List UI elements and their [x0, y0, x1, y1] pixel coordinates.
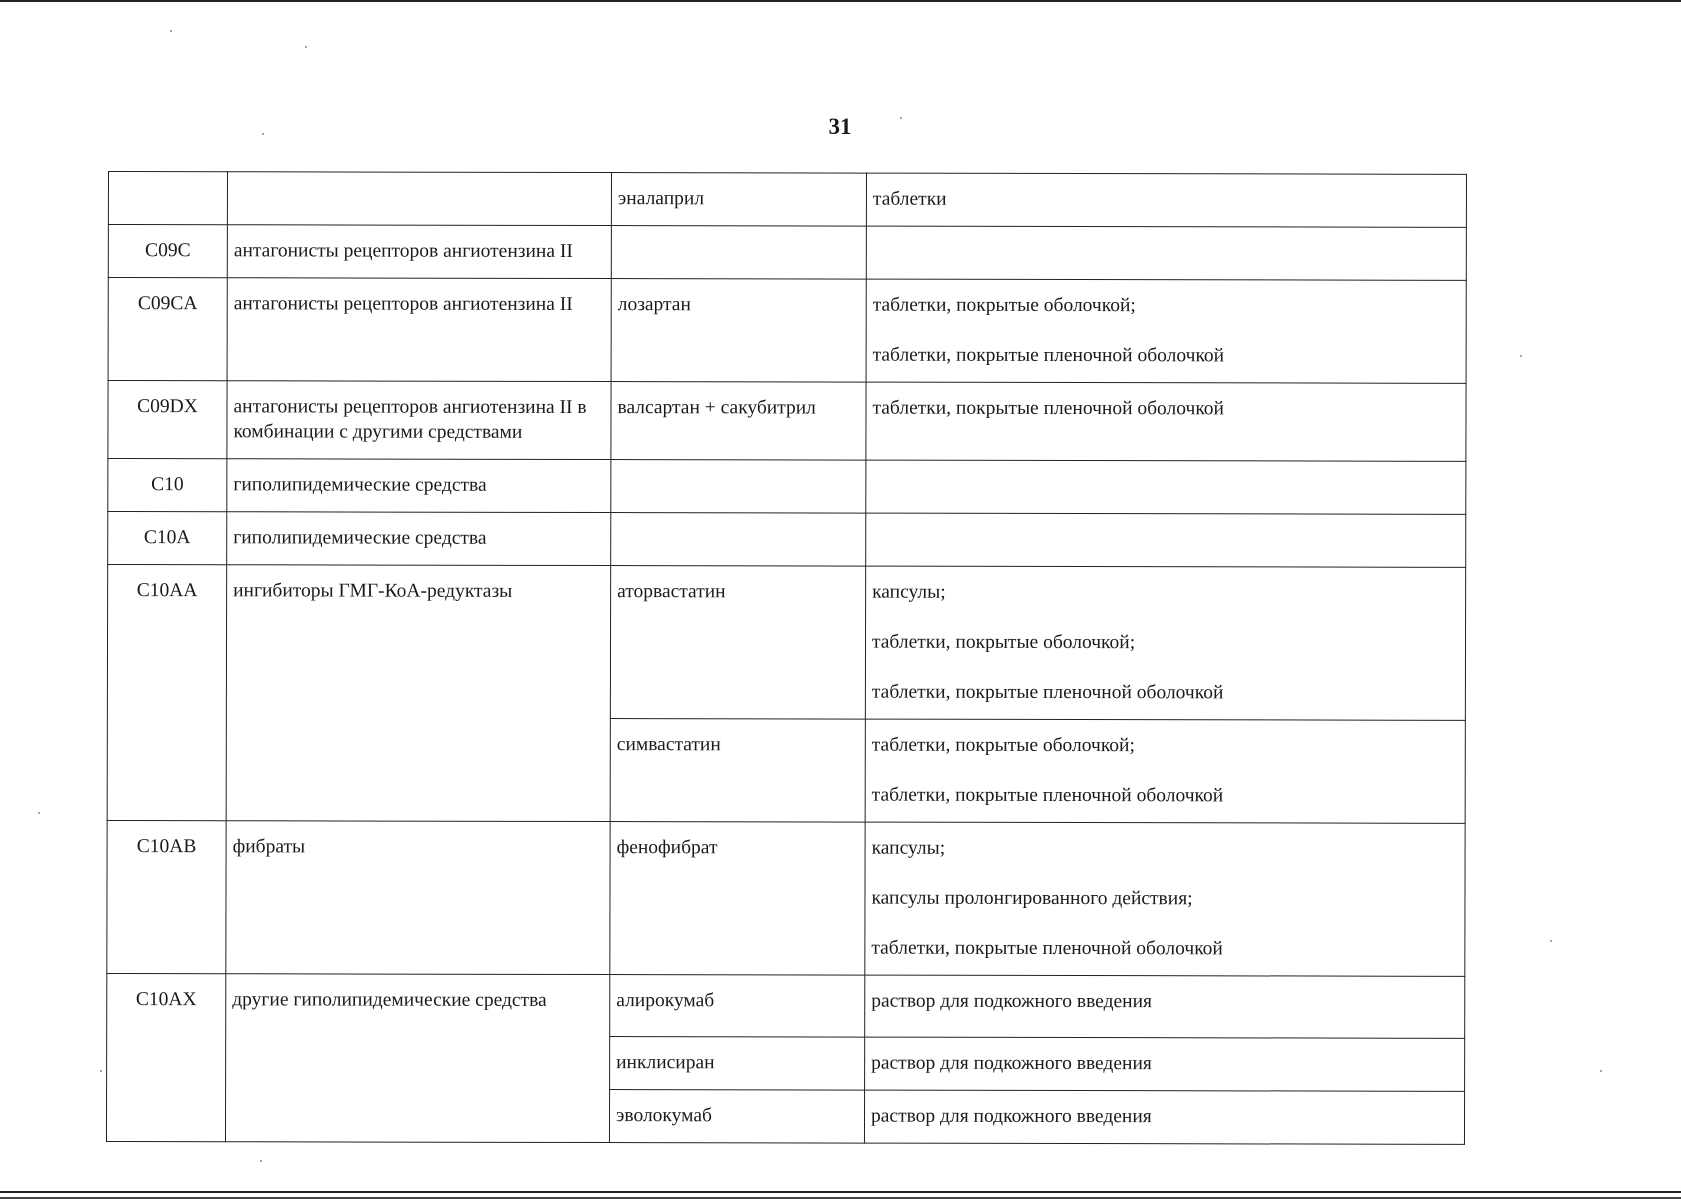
atc-code-cell: C09CA — [108, 278, 227, 381]
atc-code-cell: C10AA — [107, 565, 227, 821]
dosage-form: таблетки, покрытые пленочной оболочкой — [871, 681, 1224, 704]
drug-cell: аторвастатин — [610, 566, 865, 720]
dosage-form: таблетки, покрытые оболочкой; — [872, 294, 1136, 317]
atc-code-cell — [108, 172, 227, 225]
drug-cell: алирокумаб — [610, 975, 865, 1038]
drug-cell: эналаприл — [611, 173, 866, 227]
forms-cell — [865, 822, 1465, 976]
scan-speck — [260, 1160, 262, 1162]
atc-code-cell: C09C — [108, 225, 227, 278]
drug-cell — [611, 226, 866, 280]
forms-cell — [865, 1037, 1465, 1091]
dosage-form: капсулы; — [871, 837, 946, 859]
drug-cell: валсартан + сакубитрил — [611, 382, 866, 461]
forms-cell — [865, 566, 1465, 720]
scan-speck — [1550, 940, 1552, 942]
forms-cell — [865, 719, 1465, 823]
forms-cell — [866, 382, 1466, 461]
scan-speck — [1520, 355, 1522, 357]
scan-edge-bottom — [0, 1197, 1681, 1199]
dosage-form: таблетки, покрытые пленочной оболочкой — [872, 344, 1225, 367]
drug-cell — [611, 460, 866, 514]
forms-cell — [865, 975, 1465, 1038]
scan-speck — [170, 30, 172, 32]
scan-speck — [305, 46, 307, 48]
table-row — [107, 820, 1465, 976]
scan-speck — [38, 812, 40, 814]
dosage-form: таблетки, покрытые оболочкой; — [871, 734, 1135, 757]
atc-code-cell: C09DX — [108, 381, 227, 459]
dosage-form: раствор для подкожного введения — [871, 990, 1153, 1013]
atc-code-cell: C10 — [108, 459, 227, 512]
group-cell: гиполипидемические средства — [227, 459, 611, 513]
table-row — [108, 278, 1466, 384]
scan-speck — [900, 117, 902, 119]
table-row — [108, 172, 1466, 228]
atc-code-cell: C10A — [108, 512, 227, 565]
group-cell: другие гиполипидемические средства — [225, 974, 609, 1143]
atc-code-cell: C10AX — [106, 973, 225, 1141]
group-cell: ингибиторы ГМГ-КоА-редуктазы — [226, 565, 611, 822]
scan-speck — [1600, 1070, 1602, 1072]
forms-cell — [866, 460, 1466, 514]
dosage-form: таблетки, покрытые пленочной оболочкой — [871, 784, 1224, 807]
table-row — [108, 459, 1466, 515]
dosage-form: таблетки, покрытые пленочной оболочкой — [872, 397, 1225, 420]
table-row — [108, 381, 1466, 462]
drug-cell: симвастатин — [610, 719, 865, 823]
drug-cell — [611, 513, 866, 567]
group-cell: гиполипидемические средства — [227, 512, 611, 566]
drug-cell: эволокумаб — [609, 1090, 864, 1144]
scan-edge-top — [0, 0, 1681, 2]
group-cell — [227, 172, 611, 226]
table-row — [107, 565, 1465, 721]
group-cell: антагонисты рецепторов ангиотензина II — [227, 278, 611, 382]
group-cell: антагонисты рецепторов ангиотензина II в комбинации с другими средствами — [227, 381, 611, 460]
forms-cell — [866, 513, 1466, 567]
dosage-form: таблетки, покрытые оболочкой; — [871, 631, 1136, 654]
drug-cell: фенофибрат — [610, 822, 865, 976]
scan-speck — [262, 133, 264, 135]
dosage-form: таблетки — [872, 188, 947, 210]
dosage-form: раствор для подкожного введения — [871, 1052, 1152, 1075]
dosage-form: таблетки, покрытые пленочной оболочкой — [871, 937, 1223, 960]
table-row — [108, 225, 1466, 281]
group-cell: антагонисты рецепторов ангиотензина II — [227, 225, 611, 279]
forms-cell — [866, 226, 1466, 280]
dosage-form: капсулы пролонгированного действия; — [871, 887, 1193, 910]
dosage-form: капсулы; — [872, 581, 946, 603]
forms-cell — [866, 279, 1466, 383]
table-row — [107, 973, 1465, 1038]
forms-cell — [866, 173, 1466, 227]
drug-table — [106, 171, 1467, 1145]
page-number: 31 — [828, 114, 852, 139]
atc-code-cell: C10AB — [107, 820, 226, 973]
scan-edge-bottom — [0, 1191, 1681, 1193]
scan-speck — [100, 1070, 102, 1072]
group-cell: фибраты — [226, 821, 610, 975]
forms-cell — [864, 1090, 1464, 1144]
drug-cell: инклисиран — [610, 1037, 865, 1091]
drug-table-container — [106, 171, 1466, 1145]
table-row — [108, 512, 1466, 568]
drug-cell: лозартан — [611, 279, 866, 383]
dosage-form: раствор для подкожного введения — [871, 1105, 1152, 1128]
